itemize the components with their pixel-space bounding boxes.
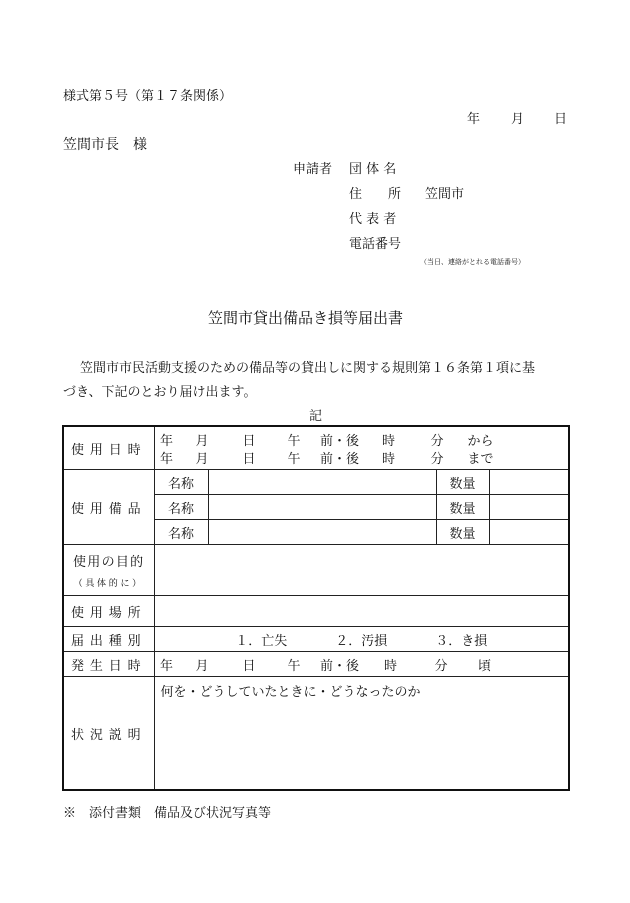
date-year: 年 xyxy=(467,112,481,127)
date-month: 月 xyxy=(511,112,525,127)
from-gozen: 午 xyxy=(287,434,301,449)
purpose-label-cell xyxy=(63,545,154,596)
qty-label-2: 数量 xyxy=(436,495,489,520)
purpose-field[interactable] xyxy=(154,545,569,596)
occurrence-label: 発生日時 xyxy=(63,652,154,677)
qty-label-3: 数量 xyxy=(436,520,489,545)
type-label: 届出種別 xyxy=(63,627,154,652)
from-day: 日 xyxy=(242,434,256,449)
situation-label: 状況説明 xyxy=(63,677,154,791)
type-options[interactable] xyxy=(154,627,569,652)
use-datetime-cell[interactable] xyxy=(154,426,569,470)
to-year: 年 xyxy=(159,452,173,467)
representative-label: 代 表 者 xyxy=(349,212,397,227)
notification-table xyxy=(62,425,570,791)
use-from-row xyxy=(155,430,569,448)
name-label-2: 名称 xyxy=(154,495,208,520)
name-field-1[interactable] xyxy=(208,470,436,495)
to-am-pm: 前・後 xyxy=(319,452,359,467)
occ-hour: 時 xyxy=(383,659,397,674)
occ-day: 日 xyxy=(242,659,256,674)
type-damaged[interactable]: ３．き損 xyxy=(435,633,488,649)
purpose-sub: （具体的に） xyxy=(73,579,144,589)
type-soiled[interactable]: ２．汚損 xyxy=(335,633,388,649)
purpose-label: 使用の目的 xyxy=(72,555,145,570)
org-name-label: 団 体 名 xyxy=(349,162,397,177)
occ-month: 月 xyxy=(195,659,209,674)
phone-note: （当日、連絡がとれる電話番号） xyxy=(420,258,525,266)
name-label-1: 名称 xyxy=(154,470,208,495)
name-field-3[interactable] xyxy=(208,520,436,545)
qty-field-1[interactable] xyxy=(489,470,569,495)
applicant-label: 申請者 xyxy=(293,162,333,177)
from-am-pm: 前・後 xyxy=(319,434,359,449)
address-value: 笠間市 xyxy=(425,187,465,202)
document-title: 笠間市貸出備品き損等届出書 xyxy=(208,309,404,327)
from-year: 年 xyxy=(159,434,173,449)
use-to-row xyxy=(155,448,569,466)
to-month: 月 xyxy=(195,452,209,467)
occ-approx: 頃 xyxy=(477,659,491,674)
occurrence-row xyxy=(155,655,569,673)
address-label: 住 所 xyxy=(349,187,402,202)
occurrence-cell[interactable] xyxy=(154,652,569,677)
name-field-2[interactable] xyxy=(208,495,436,520)
from-hour: 時 xyxy=(381,434,395,449)
to-day: 日 xyxy=(242,452,256,467)
to-hour: 時 xyxy=(381,452,395,467)
to-gozen: 午 xyxy=(287,452,301,467)
occ-year: 年 xyxy=(159,659,173,674)
situation-field[interactable] xyxy=(154,677,569,791)
phone-label: 電話番号 xyxy=(349,237,402,252)
from-minute: 分 xyxy=(430,434,444,449)
use-datetime-label: 使用日時 xyxy=(63,426,154,470)
attachment-note: ※ 添付書類 備品及び状況写真等 xyxy=(63,806,272,821)
occ-minute: 分 xyxy=(434,659,448,674)
place-field[interactable] xyxy=(154,596,569,627)
from-month: 月 xyxy=(195,434,209,449)
situation-hint: 何を・どうしていたときに・どうなったのか xyxy=(160,685,421,700)
qty-field-3[interactable] xyxy=(489,520,569,545)
name-label-3: 名称 xyxy=(154,520,208,545)
occ-am-pm: 前・後 xyxy=(319,659,359,674)
form-number: 様式第５号（第１７条関係） xyxy=(63,89,233,104)
date-day: 日 xyxy=(554,112,568,127)
equipment-label: 使用備品 xyxy=(63,470,154,545)
to-minute: 分 xyxy=(430,452,444,467)
body-line-1: 笠間市市民活動支援のための備品等の貸出しに関する規則第１６条第１項に基 xyxy=(80,361,536,376)
type-loss[interactable]: １．亡失 xyxy=(235,633,288,649)
body-line-2: づき、下記のとおり届け出ます。 xyxy=(63,385,257,400)
qty-field-2[interactable] xyxy=(489,495,569,520)
addressee: 笠間市長 様 xyxy=(63,137,147,153)
to-label: まで xyxy=(467,452,494,467)
qty-label-1: 数量 xyxy=(436,470,489,495)
occ-gozen: 午 xyxy=(287,659,301,674)
place-label: 使用場所 xyxy=(63,596,154,627)
from-label: から xyxy=(467,434,494,449)
ki-label: 記 xyxy=(309,409,323,424)
